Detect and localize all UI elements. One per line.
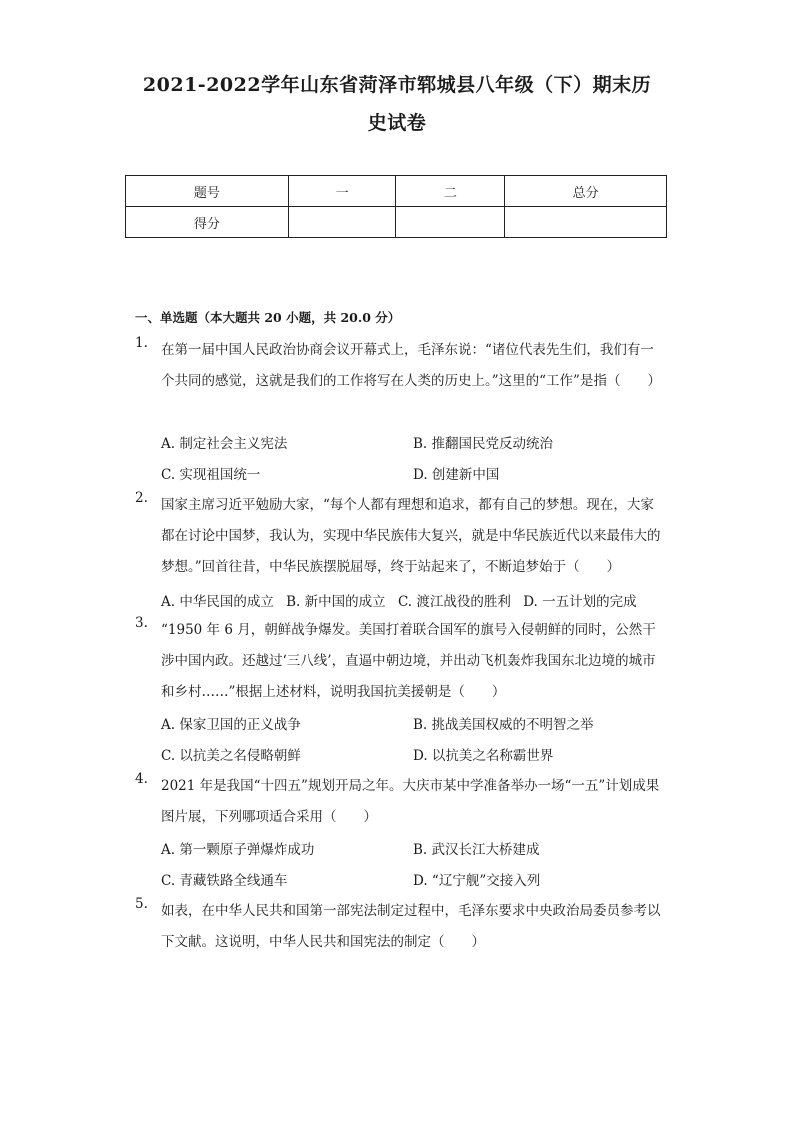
question-2 (135, 490, 665, 583)
question-5 (135, 896, 665, 958)
score-cell[interactable] (288, 207, 396, 238)
option-c[interactable]: C. 实现祖国统一 (161, 467, 261, 483)
option-b[interactable]: B. 新中国的成立 (286, 594, 386, 610)
question-1 (135, 335, 665, 397)
question-number: 4. (135, 771, 148, 787)
question-number: 3. (135, 615, 148, 631)
option-a[interactable]: A. 中华民国的成立 (161, 594, 274, 610)
option-d[interactable]: D. “辽宁舰”交接入列 (413, 873, 541, 889)
option-a[interactable]: A. 制定社会主义宪法 (161, 436, 288, 452)
options-row (161, 590, 645, 610)
section-title: 一、单选题（本大题共 20 小题，共 20.0 分） (135, 310, 401, 325)
option-a[interactable]: A. 第一颗原子弹爆炸成功 (161, 842, 315, 858)
option-d[interactable]: D. 以抗美之名称霸世界 (413, 748, 554, 764)
option-c[interactable]: C. 渡江战役的胜利 (397, 594, 511, 610)
question-number: 2. (135, 490, 148, 506)
question-text: “1950 年 6 月，朝鲜战争爆发。美国打着联合国军的旗号入侵朝鲜的同时，公然干涉中国内政。还越过‘三八线’，直逼中朝边境，并出动飞机轰炸我国东北边境的城市和乡村……”根据上述材料，说明我国抗美援朝是（ ） (161, 622, 656, 700)
question-number: 1. (135, 335, 148, 351)
option-b[interactable]: B. 武汉长江大桥建成 (413, 842, 540, 858)
question-4 (135, 771, 665, 833)
title-line-1: 2021-2022学年山东省菏泽市郓城县八年级（下）期末历 (142, 74, 652, 96)
score-header-cell: 题号 (126, 176, 289, 207)
score-table-score-row (126, 207, 667, 238)
question-3 (135, 615, 665, 708)
score-cell[interactable] (396, 207, 505, 238)
question-text: 在第一届中国人民政治协商会议开幕式上，毛泽东说：“诸位代表先生们，我们有一个共同的感觉，这就是我们的工作将写在人类的历史上。”这里的“工作”是指（ ） (161, 342, 661, 389)
option-c[interactable]: C. 青藏铁路全线通车 (161, 873, 288, 889)
question-number: 5. (135, 896, 148, 912)
option-c[interactable]: C. 以抗美之名侵略朝鲜 (161, 748, 301, 764)
question-text: 2021 年是我国“十四五”规划开局之年。大庆市某中学准备举办一场“一五”计划成果图片展，下列哪项适合采用（ ） (161, 778, 660, 825)
document-title (100, 66, 694, 142)
score-table (125, 175, 667, 238)
score-cell[interactable] (505, 207, 667, 238)
question-text: 如表，在中华人民共和国第一部宪法制定过程中，毛泽东要求中央政治局委员参考以下文献。这说明，中华人民共和国宪法的制定（ ） (161, 903, 661, 950)
score-header-cell: 总分 (505, 176, 667, 207)
option-a[interactable]: A. 保家卫国的正义战争 (161, 717, 301, 733)
score-header-cell: 一 (288, 176, 396, 207)
option-b[interactable]: B. 挑战美国权威的不明智之举 (413, 717, 594, 733)
score-header-cell: 二 (396, 176, 505, 207)
option-b[interactable]: B. 推翻国民党反动统治 (413, 436, 554, 452)
score-row-label: 得分 (126, 207, 289, 238)
title-line-2: 史试卷 (367, 112, 427, 134)
score-table-header-row (126, 176, 667, 207)
question-text: 国家主席习近平勉励大家，“每个人都有理想和追求，都有自己的梦想。现在，大家都在讨论中国梦，我认为，实现中华民族伟大复兴，就是中华民族近代以来最伟大的梦想。”回首往昔，中华民族摆脱屈辱，终于站起来了，不断追梦始于（ ） (161, 497, 661, 575)
option-d[interactable]: D. 一五计划的完成 (523, 594, 637, 610)
option-d[interactable]: D. 创建新中国 (413, 467, 500, 483)
